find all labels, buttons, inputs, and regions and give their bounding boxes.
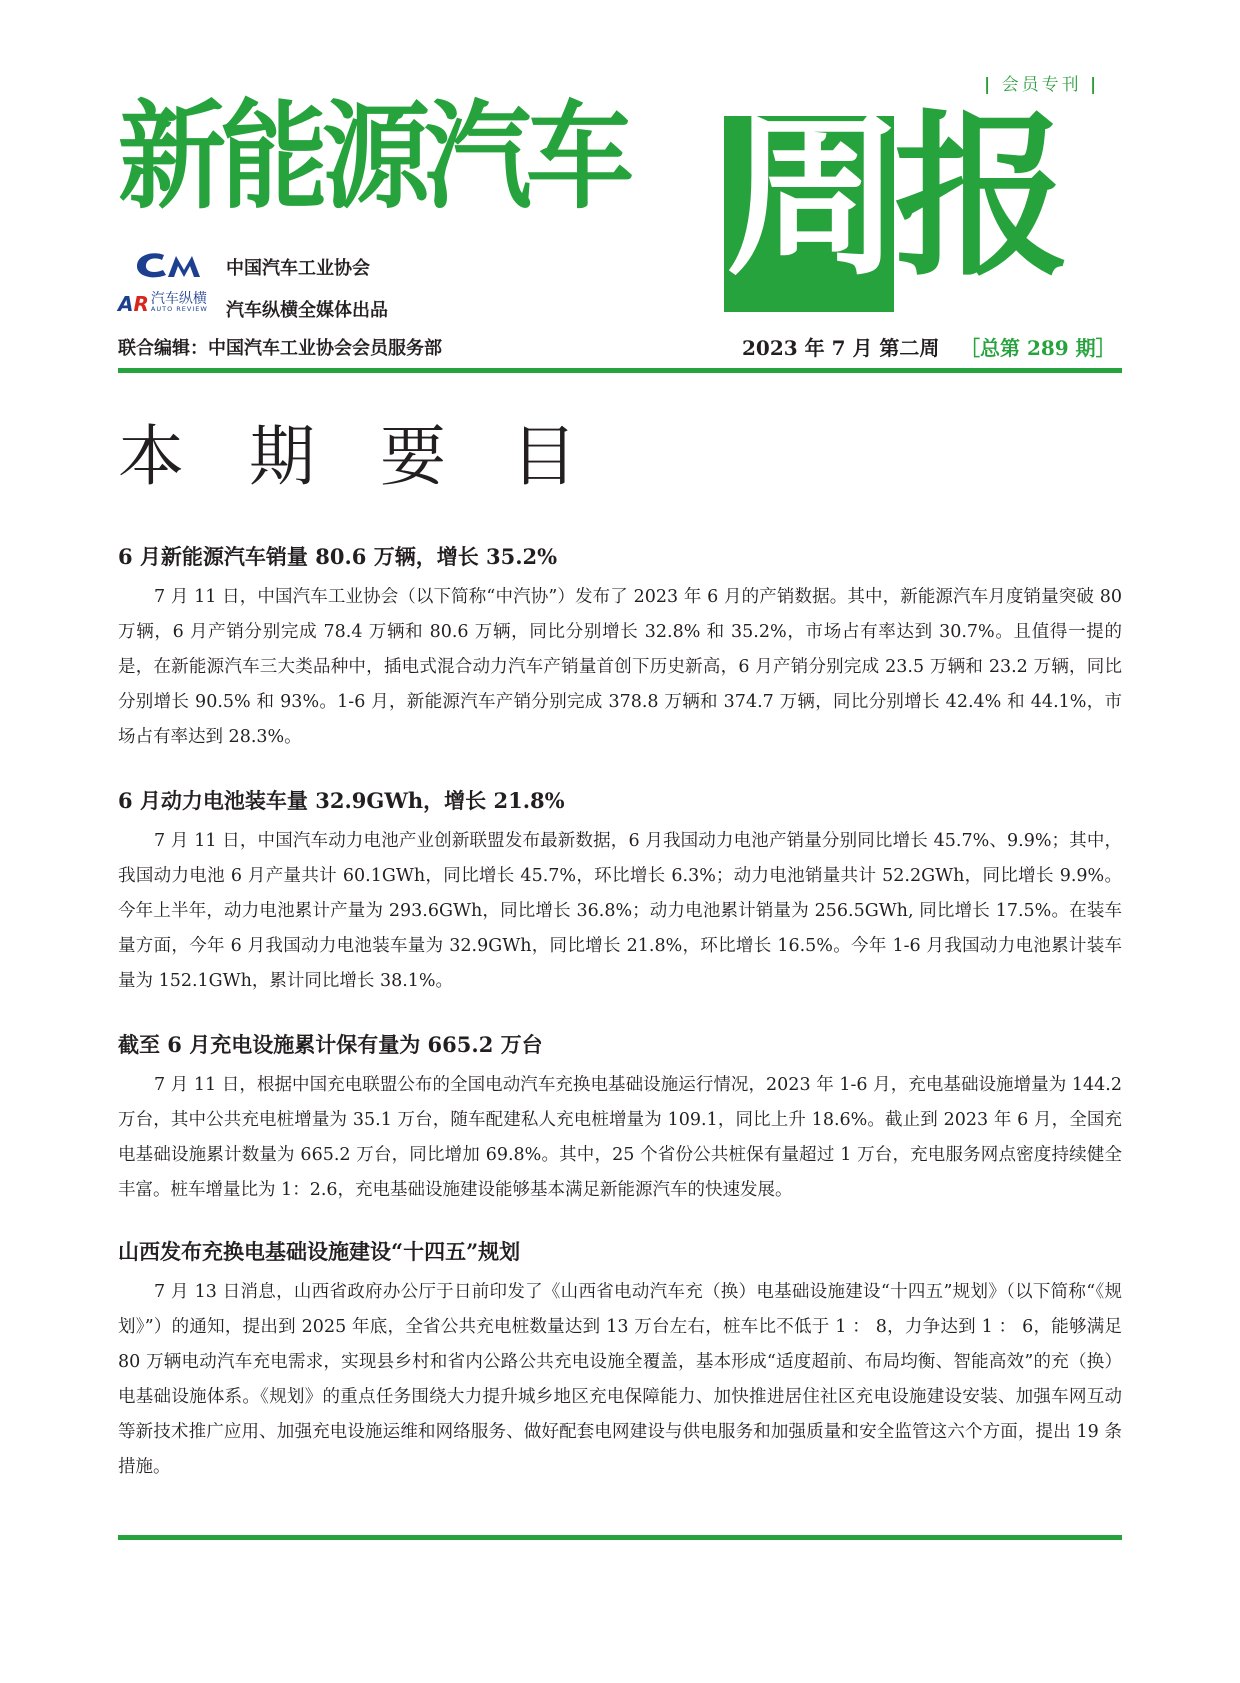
article-title: 6 月动力电池装车量 32.9GWh，增长 21.8% <box>118 788 565 813</box>
article <box>118 542 1122 755</box>
article <box>118 1030 1122 1208</box>
masthead-title: 新能源汽车 <box>118 90 629 226</box>
auto-review-logo <box>118 292 218 326</box>
masthead-weekly-char-1: 周 <box>726 95 895 300</box>
article-title: 截至 6 月充电设施累计保有量为 665.2 万台 <box>118 1032 543 1057</box>
article-body: 7 月 13 日消息，山西省政府办公厅于日前印发了《山西省电动汽车充（换）电基础设施建设“十四五”规划》（以下简称“《规划》”）的通知，提出到 2025 年底，全省公共充电桩数量达到 13 万台左右，桩车比不低于 1 ： 8，力争达到 1 ： 6，能够满足 80 万辆电动汽车充电需求，实现县乡村和省内公路公共充电设施全覆盖，基本形成“适度超前、布局均衡、智能高效”的充（换）电基础设施体系。《规划》的重点任务围绕大力提升城乡地区充电保障能力、加快推进居住社区充电设施建设安装、加强车网互动等新技术推广应用、加强充电设施运维和网络服务、做好配套电网建设与供电服务和加强质量和安全监管这六个方面，提出 19 条措施。 <box>118 1282 1122 1477</box>
article-body: 7 月 11 日，根据中国充电联盟公布的全国电动汽车充换电基础设施运行情况，2023 年 1-6 月，充电基础设施增量为 144.2 万台，其中公共充电桩增量为 35.1 万台，随车配建私人充电桩增量为 109.1，同比上升 18.6%。截止到 2023 年 6 月，全国充电基础设施累计数量为 665.2 万台，同比增加 69.8%。其中，25 个省份公共桩保有量超过 1 万台，充电服务网点密度持续健全丰富。桩车增量比为 1：2.6，充电基础设施建设能够基本满足新能源汽车的快速发展。 <box>118 1075 1122 1200</box>
org-caam: 中国汽车工业协会 <box>226 258 370 279</box>
article-body: 7 月 11 日，中国汽车动力电池产业创新联盟发布最新数据，6 月我国动力电池产销量分别同比增长 45.7%、9.9%；其中，我国动力电池 6 月产量共计 60.1GWh，同比增长 45.7%，环比增长 6.3%；动力电池销量共计 52.2GWh，同比增长 9.9%。今年上半年，动力电池累计产量为 293.6GWh，同比增长 36.8%；动力电池累计销量为 256.5GWh, 同比增长 17.5%。在装车量方面，今年 6 月我国动力电池装车量为 32.9GWh，同比增长 21.8%，环比增长 16.5%。今年 1-6 月我国动力电池累计装车量为 152.1GWh，累计同比增长 38.1%。 <box>118 831 1122 991</box>
issue-number: ［总第 289 期］ <box>960 336 1116 360</box>
joint-editor: 联合编辑：中国汽车工业协会会员服务部 <box>118 338 442 359</box>
article <box>118 786 1122 999</box>
article-title: 山西发布充换电基础设施建设“十四五”规划 <box>118 1239 521 1264</box>
caam-logo-icon <box>134 250 208 282</box>
org-auto-review: 汽车纵横全媒体出品 <box>226 300 388 321</box>
masthead-weekly-char-2: 报 <box>894 95 1063 300</box>
auto-review-logo-en: AUTO REVIEW <box>150 305 208 313</box>
footer-divider <box>118 1535 1122 1540</box>
auto-review-logo-icon: AR <box>118 292 149 316</box>
header-divider <box>118 368 1122 373</box>
issue-date: 2023 年 7 月 第二周 <box>742 336 940 360</box>
masthead-weekly <box>726 95 1063 300</box>
article-title: 6 月新能源汽车销量 80.6 万辆，增长 35.2% <box>118 544 558 569</box>
member-edition-tag: | 会员专刊 | <box>984 75 1100 95</box>
section-title: 本 期 要 目 <box>118 418 599 495</box>
article-body: 7 月 11 日，中国汽车工业协会（以下简称“中汽协”）发布了 2023 年 6 月的产销数据。其中，新能源汽车月度销量突破 80 万辆，6 月产销分别完成 78.4 万辆和 80.6 万辆，同比分别增长 32.8% 和 35.2%，市场占有率达到 30.7%。且值得一提的是，在新能源汽车三大类品种中，插电式混合动力汽车产销量首创下历史新高，6 月产销分别完成 23.5 万辆和 23.2 万辆，同比分别增长 90.5% 和 93%。1-6 月，新能源汽车产销分别完成 378.8 万辆和 374.7 万辆，同比分别增长 42.4% 和 44.1%，市场占有率达到 28.3%。 <box>118 587 1122 747</box>
article <box>118 1237 1122 1485</box>
auto-review-logo-cn: 汽车纵横 <box>150 291 207 307</box>
